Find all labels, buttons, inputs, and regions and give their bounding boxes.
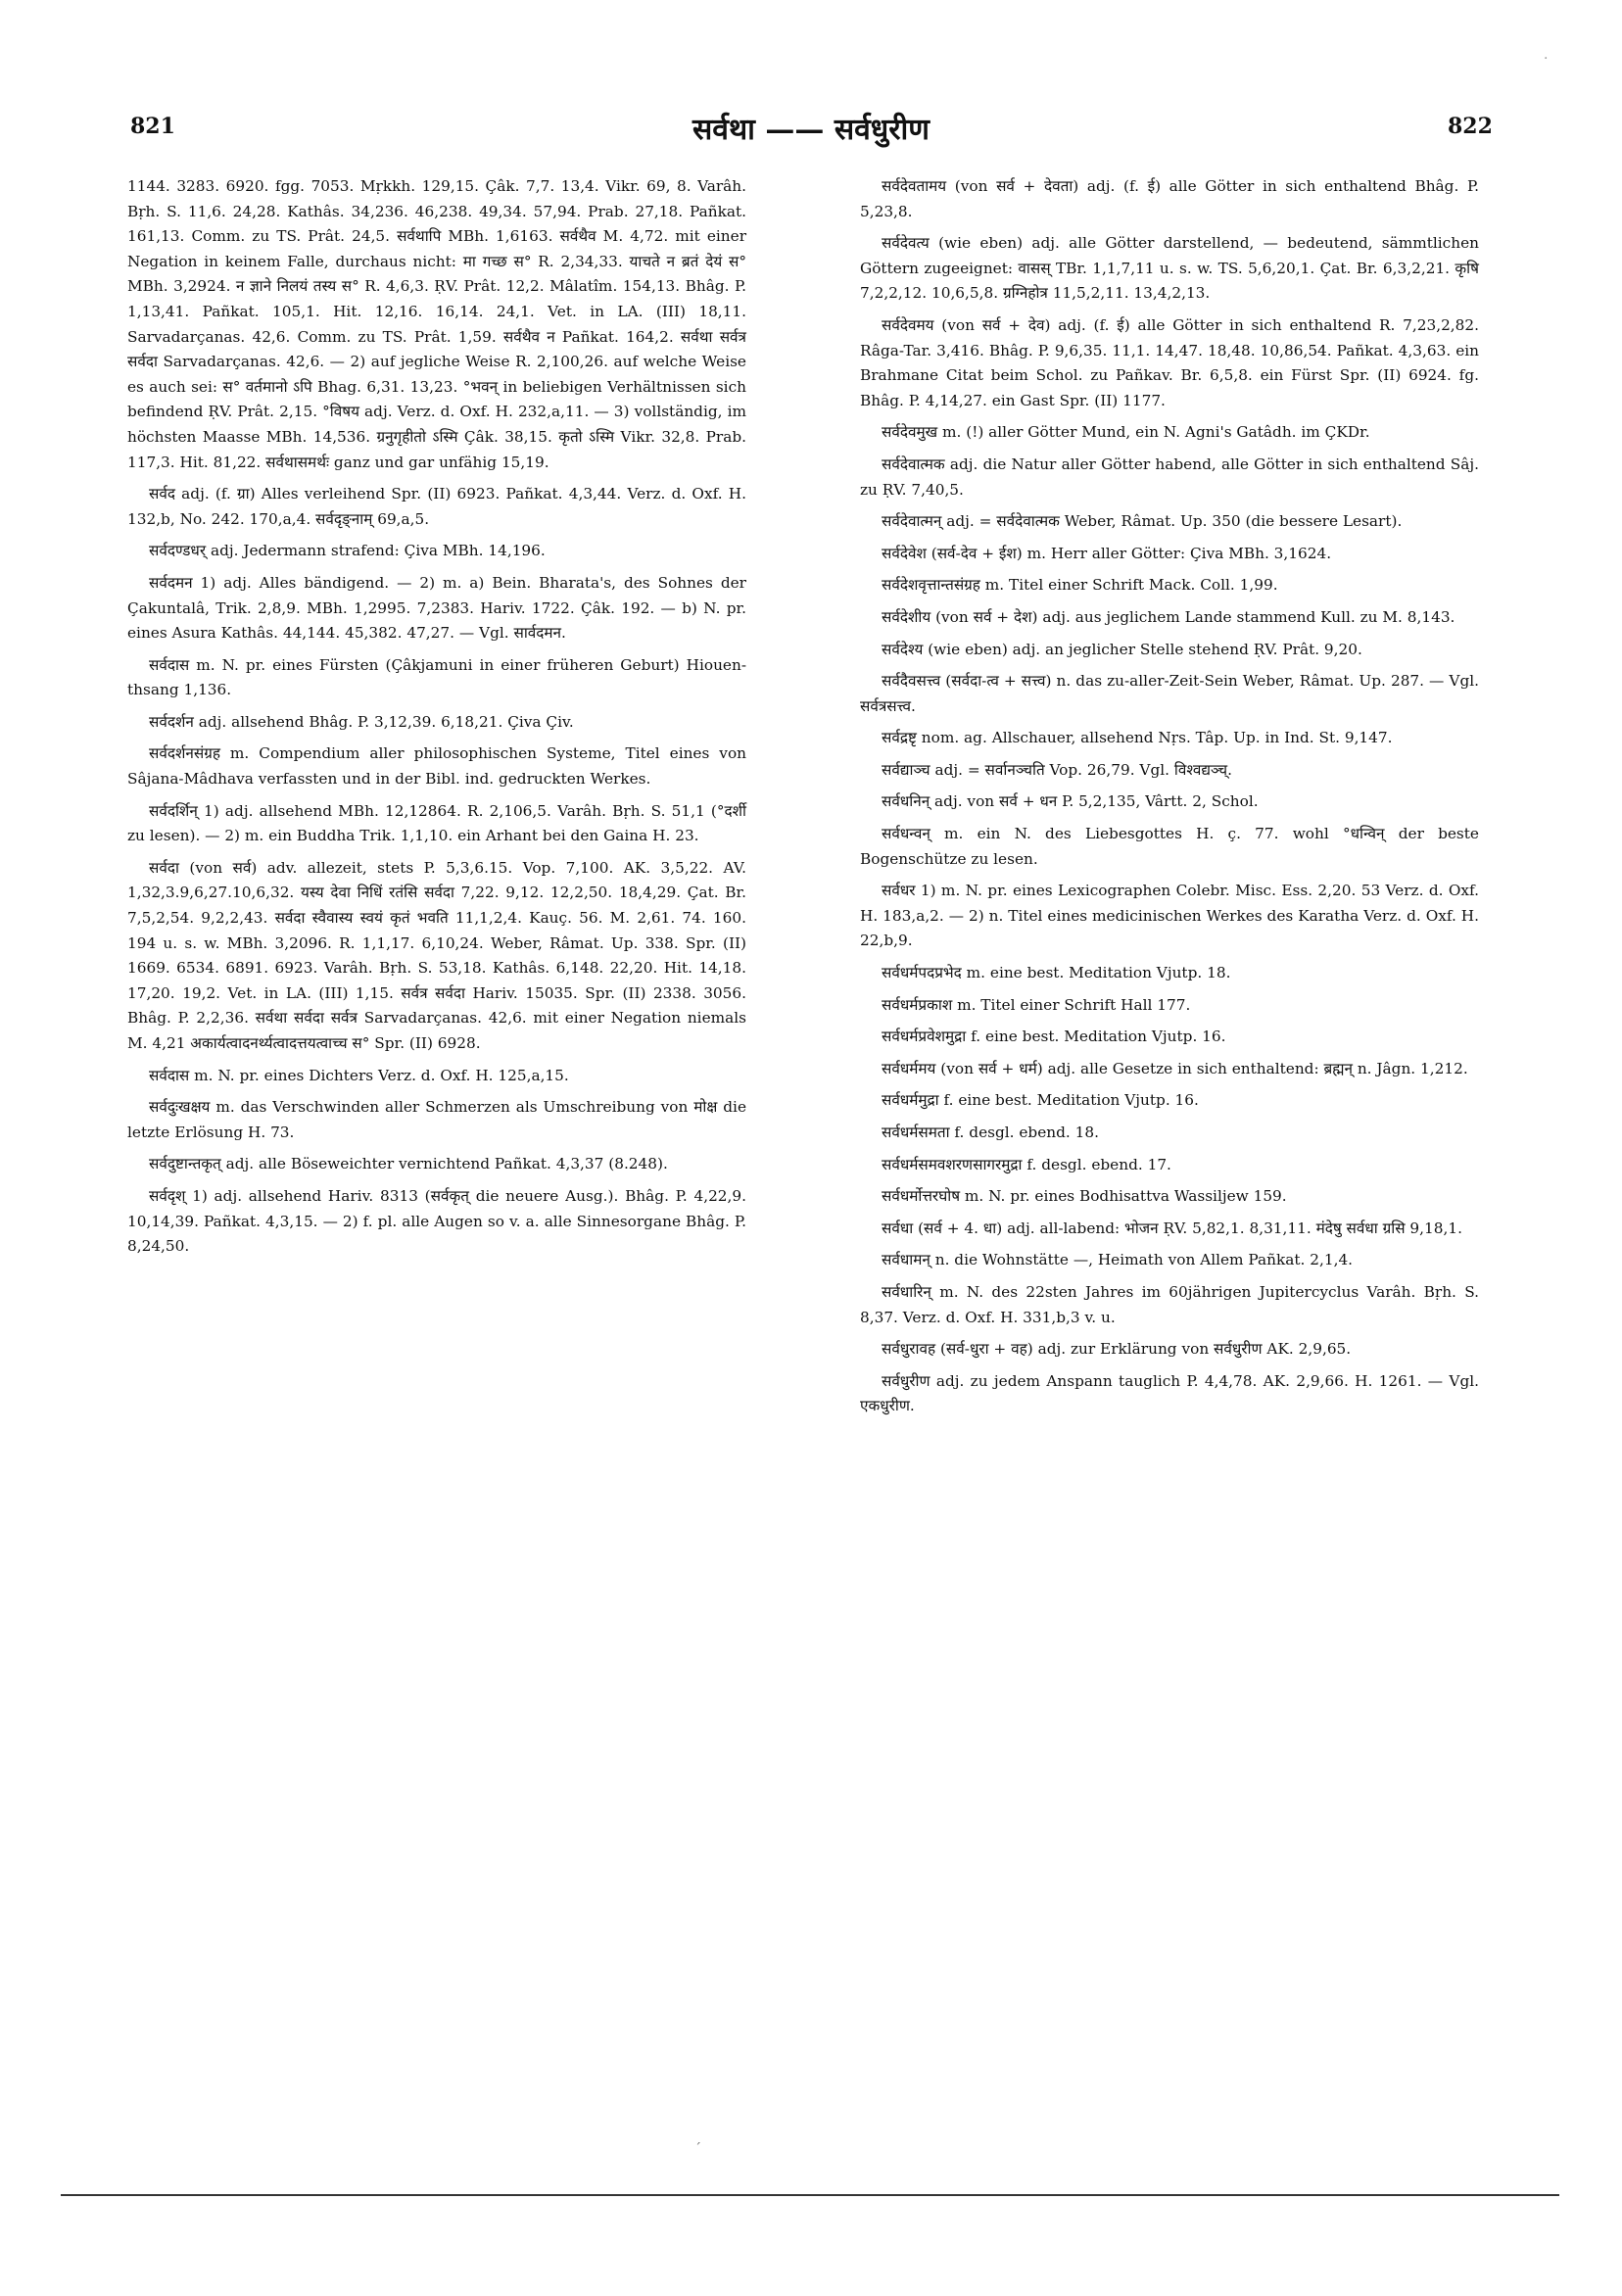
dictionary-entry: सर्वदर्शिन् 1) adj. allsehend MBh. 12,12864. R. 2,106,5. Varâh. Bṛh. S. 51,1 (°दर्शी zu lesen). — 2) m. ein Buddha Trik. 1,1,10. ein Arhant bei den Gaina H. 23. — [127, 801, 746, 845]
dictionary-entry: सर्वद adj. (f. ग्रा) Alles verleihend Spr. (II) 6923. Pañkat. 4,3,44. Verz. d. Oxf. H. 132,b, No. 242. 170,a,4. सर्वदृङ्नाम् 69,a,5. — [127, 485, 746, 528]
dictionary-entry: सर्वधा (सर्व + 4. धा) adj. all-labend: भोजन ṚV. 5,82,1. 8,31,11. मंदेषु सर्वधा ग्रसि 9,18,1. — [882, 1219, 1462, 1237]
dictionary-entry: सर्वदर्शन adj. allsehend Bhâg. P. 3,12,39. 6,18,21. Çiva Çiv. — [149, 712, 574, 731]
dictionary-entry: सर्वधुरावह (सर्व-धुरा + वह) adj. zur Erklärung von सर्वधुरीण AK. 2,9,65. — [882, 1340, 1352, 1359]
dictionary-entry: सर्वदण्डधर् adj. Jedermann strafend: Çiva MBh. 14,196. — [149, 542, 546, 560]
dictionary-entry: सर्वदेवतामय (von सर्व + देवता) adj. (f. ई) alle Götter in sich enthaltend Bhâg. P. 5,23,8. — [860, 177, 1479, 220]
dictionary-entry: सर्वधनिन् adj. von सर्व + धन P. 5,2,135, Vârtt. 2, Schol. — [882, 792, 1259, 811]
dictionary-entry: सर्वधर्मोत्तरघोष m. N. pr. eines Bodhisattva Wassiljew 159. — [882, 1187, 1287, 1206]
dictionary-entry: सर्वदेश्य (wie eben) adj. an jeglicher Stelle stehend ṚV. Prât. 9,20. — [882, 640, 1362, 658]
dictionary-entry: सर्वदेवात्मक adj. die Natur aller Götter habend, alle Götter in sich enthaltend Sâj. zu ṚV. 7,40,5. — [860, 454, 1479, 499]
dictionary-entry: सर्वदुष्टान्तकृत् adj. alle Böseweichter vernichtend Pañkat. 4,3,37 (8.248). — [149, 1155, 668, 1173]
bottom-rule — [61, 2194, 1559, 2196]
dictionary-entry: सर्वदेवमुख m. (!) aller Götter Mund, ein N. Agni's Gatâdh. im ÇKDr. — [882, 423, 1370, 442]
dictionary-entry: सर्वधर्ममय (von सर्व + धर्म) adj. alle Gesetze in sich enthaltend: ब्रह्मन् n. Jâgn. 1,212. — [882, 1059, 1468, 1077]
dictionary-entry: सर्वदा (von सर्व) adv. allezeit, stets P. 5,3,6.15. Vop. 7,100. AK. 3,5,22. AV. 1,32,3.9,6,27.10,6,32. यस्य देवा निधिं रतंसि सर्वदा 7,22. 9,12. 12,2,50. 18,4,29. Çat. Br. 7,5,2,54. 9,2,2,43. सर्वदा स्वैवास्य स्वयं कृतं भवति 11,1,2,4. Kauç. 56. M. 2,61. 74. 160. 194 u. s. w. MBh. 3,2096. R. 1,1,17. 6,10,24. Weber, Râmat. Up. 338. Spr. (II) 1669. 6534. 6891. 6923. Varâh. Bṛh. S. 53,18. Kathâs. 6,148. 22,20. Hit. 14,18. 17,20. 19,2. Vet. in LA. (III) 1,15. सर्वत्र सर्वदा Hariv. 15035. Spr. (II) 2338. 3056. Bhâg. P. 2,2,36. सर्वथा सर्वदा सर्वत्र Sarvadarçanas. 42,6. mit einer Negation niemals M. 4,21 अकार्यत्वादनर्थ्यत्वादत्तयत्वाच्च स° Spr. (II) 6928. — [127, 858, 746, 1052]
dictionary-entry: सर्वदास m. N. pr. eines Fürsten (Çâkjamuni in einer früheren Geburt) Hiouen-thsang 1,136. — [127, 655, 746, 699]
dictionary-entry: सर्वदेवत्य (wie eben) adj. alle Götter darstellend, — bedeutend, sämmtlichen Göttern zugeeignet: वासस् TBr. 1,1,7,11 u. s. w. TS. 5,6,20,1. Çat. Br. 6,3,2,21. कृषि 7,2,2,12. 10,6,5,8. ग्रग्निहोत्र 11,5,2,11. 13,4,2,13. — [860, 234, 1479, 303]
dictionary-entry: सर्वधर्मसमवशरणसागरमुद्रा f. desgl. ebend. 17. — [882, 1155, 1171, 1173]
page-header-title: सर्वथा —— सर्वधुरीण — [692, 113, 930, 147]
dictionary-entry: सर्वधर्मप्रवेशमुद्रा f. eine best. Meditation Vjutp. 16. — [882, 1028, 1226, 1046]
dictionary-entry: सर्वधर्मप्रकाश m. Titel einer Schrift Hall 177. — [882, 995, 1191, 1014]
dictionary-entry: सर्वधर्मपदप्रभेद m. eine best. Meditation Vjutp. 18. — [882, 964, 1231, 982]
entry-continued: 1144. 3283. 6920. fgg. 7053. Mṛkkh. 129,15. Çâk. 7,7. 13,4. Vikr. 69, 8. Varâh. Bṛh. S. 11,6. 24,28. Kathâs. 34,236. 46,238. 49,34. 57,94. Prab. 27,18. Pañkat. 161,13. Comm. zu TS. Prât. 24,5. सर्वथापि MBh. 1,6163. सर्वथैव M. 4,72. mit einer Negation in keinem Falle, durchaus nicht: मा गच्छ स° R. 2,34,33. याचते न ब्रतं देयं स° MBh. 3,2924. न ज्ञाने निलयं तस्य स° R. 4,6,3. ṚV. Prât. 12,2. Mâlatîm. 154,13. Bhâg. P. 1,13,41. Pañkat. 105,1. Hit. 12,16. 16,14. 24,1. Vet. in LA. (III) 18,11. Sarvadarçanas. 42,6. Comm. zu TS. Prât. 1,59. सर्वथैव न Pañkat. 164,2. सर्वथा सर्वत्र सर्वदा Sarvadarçanas. 42,6. — 2) auf jegliche Weise R. 2,100,26. auf welche Weise es auch sei: स° वर्तमानो ऽपि Bhag. 6,31. 13,23. °भवन् in beliebigen Verhältnissen sich befindend ṚV. Prât. 2,15. °विषय adj. Verz. d. Oxf. H. 232,a,11. — 3) vollständig, im höchsten Maasse MBh. 14,536. ग्रनुगृहीतो ऽस्मि Çâk. 38,15. कृतो ऽस्मि Vikr. 32,8. Prab. 117,3. Hit. 81,22. सर्वथासमर्थः ganz und gar unfähig 15,19. — [127, 177, 746, 471]
dictionary-entry: सर्वद्रष्टृ nom. ag. Allschauer, allsehend Nṛs. Tâp. Up. in Ind. St. 9,147. — [882, 729, 1393, 747]
dictionary-entry: सर्वधारिन् m. N. des 22sten Jahres im 60jährigen Jupitercyclus Varâh. Bṛh. S. 8,37. Verz. d. Oxf. H. 331,b,3 v. u. — [860, 1282, 1479, 1326]
left-column — [127, 174, 746, 1267]
dictionary-entry: सर्वदेशवृत्तान्तसंग्रह m. Titel einer Schrift Mack. Coll. 1,99. — [882, 576, 1278, 595]
dictionary-entry: सर्वदास m. N. pr. eines Dichters Verz. d. Oxf. H. 125,a,15. — [149, 1066, 569, 1084]
dictionary-entry: सर्वदेवात्मन् adj. = सर्वदेवात्मक Weber, Râmat. Up. 350 (die bessere Lesart). — [882, 512, 1403, 531]
dictionary-entry: सर्वधर्मसमता f. desgl. ebend. 18. — [882, 1124, 1099, 1141]
dictionary-entry: सर्वदेवमय (von सर्व + देव) adj. (f. ई) alle Götter in sich enthaltend R. 7,23,2,82. Râga-Tar. 3,416. Bhâg. P. 9,6,35. 11,1. 14,47. 18,48. 10,86,54. Pañkat. 4,3,63. ein Brahmane Citat beim Schol. zu Pañkav. Br. 6,5,8. ein Fürst Spr. (II) 6924. fg. Bhâg. P. 4,14,27. ein Gast Spr. (II) 1177. — [860, 315, 1479, 409]
stray-mark: · — [1544, 51, 1549, 67]
dictionary-entry: सर्वधर्ममुद्रा f. eine best. Meditation Vjutp. 16. — [882, 1091, 1199, 1110]
dictionary-entry: सर्वदृश् 1) adj. allsehend Hariv. 8313 (सर्वकृत् die neuere Ausg.). Bhâg. P. 4,22,9. 10,14,39. Pañkat. 4,3,15. — 2) f. pl. alle Augen so v. a. alle Sinnesorgane Bhâg. P. 8,24,50. — [127, 1186, 746, 1256]
dictionary-entry: सर्वदेवेश (सर्व-देव + ईश) m. Herr aller Götter: Çiva MBh. 3,1624. — [882, 544, 1332, 562]
dictionary-entry: सर्वदमन 1) adj. Alles bändigend. — 2) m. a) Bein. Bharata's, des Sohnes der Çakuntalâ, Trik. 2,8,9. MBh. 1,2995. 7,2383. Hariv. 1722. Çâk. 192. — b) N. pr. eines Asura Kathâs. 44,144. 45,382. 47,27. — Vgl. सार्वदमन. — [127, 573, 746, 643]
dictionary-entry: सर्वदुःखक्षय m. das Verschwinden aller Schmerzen als Umschreibung von मोक्ष die letzte Erlösung H. 73. — [127, 1098, 746, 1141]
page-number-left: 821 — [130, 114, 175, 139]
dictionary-entry: सर्वधामन् n. die Wohnstätte —, Heimath von Allem Pañkat. 2,1,4. — [882, 1251, 1354, 1269]
page-number-right: 822 — [1448, 114, 1493, 139]
dictionary-entry: सर्वधन्वन् m. ein N. des Liebesgottes H. ç. 77. wohl °धन्विन् der beste Bogenschütze zu lesen. — [860, 825, 1479, 868]
stray-mark: ˊ — [694, 2141, 701, 2157]
dictionary-entry: सर्वद्याञ्च adj. = सर्वानञ्चति Vop. 26,79. Vgl. विश्वद्यञ्च्. — [882, 760, 1233, 779]
dictionary-entry: सर्वदैवसत्त्व (सर्वदा-त्व + सत्त्व) n. das zu-aller-Zeit-Sein Weber, Râmat. Up. 287. — Vgl. सर्वत्रसत्त्व. — [860, 672, 1479, 715]
dictionary-entry: सर्वदर्शनसंग्रह m. Compendium aller philosophischen Systeme, Titel eines von Sâjana-Mâdhava verfassten und in der Bibl. ind. gedruckten Werkes. — [127, 744, 746, 789]
right-column — [860, 174, 1479, 1426]
dictionary-entry: सर्वधर 1) m. N. pr. eines Lexicographen Colebr. Misc. Ess. 2,20. 53 Verz. d. Oxf. H. 183,a,2. — 2) n. Titel eines medicinischen Werkes des Karatha Verz. d. Oxf. H. 22,b,9. — [860, 882, 1479, 950]
dictionary-entry: सर्वदेशीय (von सर्व + देश) adj. aus jeglichem Lande stammend Kull. zu M. 8,143. — [882, 607, 1455, 626]
dictionary-entry: सर्वधुरीण adj. zu jedem Anspann tauglich P. 4,4,78. AK. 2,9,66. H. 1261. — Vgl. एकधुरीण. — [860, 1371, 1479, 1415]
